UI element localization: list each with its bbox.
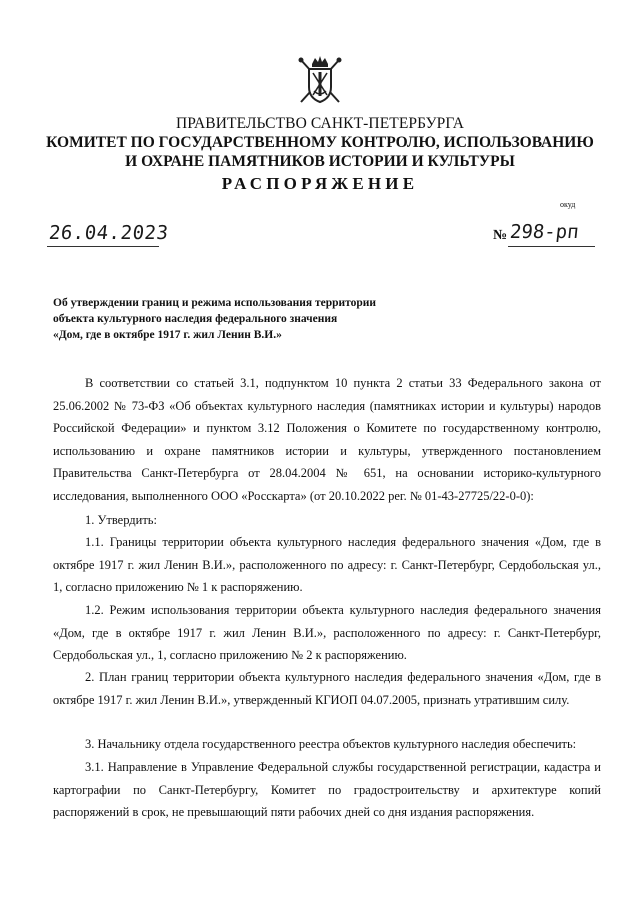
item-3: 3. Начальнику отдела государственного реестра объектов культурного наследия обеспечить:	[85, 737, 577, 751]
government-title: ПРАВИТЕЛЬСТВО САНКТ-ПЕТЕРБУРГА	[175, 115, 465, 132]
item-1-1: 1.1. Границы территории объекта культурного наследия федерального значения «Дом, где в октябре 1917 г. жил Ленин В.И.», расположенного по адресу: г. Санкт-Петербург, Сердобольская ул., 1, согласно приложению № 1 к распоряжению.	[53, 535, 601, 594]
item-1-2: 1.2. Режим использования территории объекта культурного наследия федерального значения «Дом, где в октябре 1917 г. жил Ленин В.И.», расположенного по адресу: г. Санкт-Петербург, Сердобольская ул., 1, согласно приложению № 2 к распоряжению.	[53, 603, 601, 662]
okud-label: окуд	[560, 200, 576, 209]
handwritten-number: 298-рп	[508, 221, 580, 243]
document-type-title: РАСПОРЯЖЕНИЕ	[221, 174, 419, 193]
item-3-1: 3.1. Направление в Управление Федеральной службы государственной регистрации, кадастра и картографии по Санкт-Петербургу, Комитет по градостроительству и архитектуре копий распоряжений в срок, не превышающий пяти рабочих дней со дня издания распоряжения.	[53, 760, 601, 819]
committee-title-line-2: И ОХРАНЕ ПАМЯТНИКОВ ИСТОРИИ И КУЛЬТУРЫ	[125, 153, 515, 170]
subject-line-3: «Дом, где в октябре 1917 г. жил Ленин В.И.»	[53, 329, 282, 341]
item-2: 2. План границ территории объекта культурного наследия федерального значения «Дом, где в октябре 1917 г. жил Ленин В.И.», утвержденный КГИОП 04.07.2005, признать утратившим силу.	[53, 670, 601, 707]
number-underline	[508, 246, 595, 247]
handwritten-date: 26.04.2023	[47, 222, 170, 244]
subject-line-2: объекта культурного наследия федерального значения	[53, 313, 338, 325]
intro-paragraph: В соответствии со статьей 3.1, подпунктом 10 пункта 2 статьи 33 Федерального закона от 25.06.2002 № 73-ФЗ «Об объектах культурного наследия (памятниках истории и культуры) народов Российской Федерации» и пунктом 3.12 Положения о Комитете по государственному контролю, использованию и охране памятников истории и культуры, утвержденного постановлением Правительства Санкт-Петербурга от 28.04.2004 № 651, на основании историко-культурного исследования, выполненного ООО «Росскарта» (от 20.10.2022 рег. № 01-43-27725/22-0-0):	[53, 376, 601, 503]
item-1: 1. Утвердить:	[85, 513, 157, 527]
committee-title-line-1: КОМИТЕТ ПО ГОСУДАРСТВЕННОМУ КОНТРОЛЮ, ИСПОЛЬЗОВАНИЮ	[46, 134, 594, 151]
subject-line-1: Об утверждении границ и режима использования территории	[53, 297, 377, 309]
number-label: №	[493, 228, 508, 243]
date-underline	[47, 246, 159, 247]
coat-of-arms-emblem	[297, 54, 343, 106]
